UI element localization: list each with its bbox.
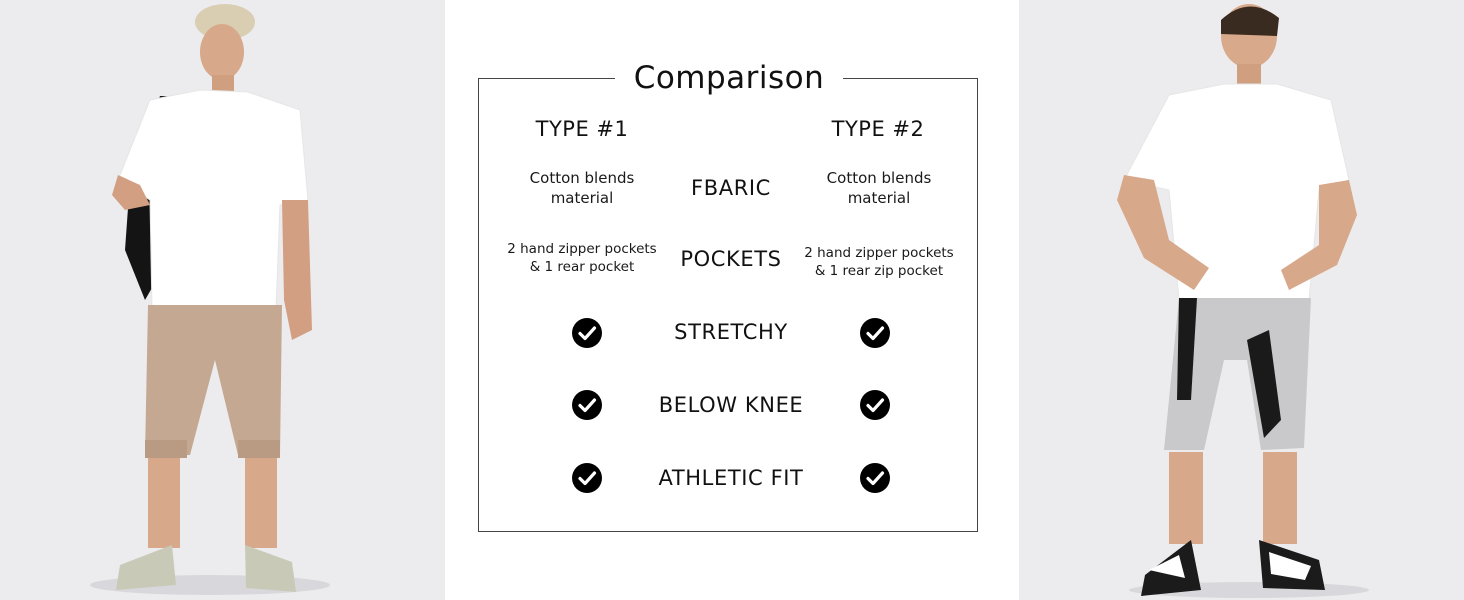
comparison-frame	[478, 78, 978, 532]
column-header-type2: TYPE #2	[831, 117, 925, 141]
column-header-type1: TYPE #1	[535, 117, 629, 141]
fabric-type2-line2: material	[847, 189, 911, 207]
check-icon	[572, 318, 602, 348]
pockets-type2-line1: 2 hand zipper pockets	[804, 245, 954, 261]
fabric-type2-line1: Cotton blends	[826, 169, 932, 187]
feature-athletic-fit: ATHLETIC FIT	[658, 466, 804, 490]
check-icon	[860, 390, 890, 420]
feature-fabric: FBARIC	[691, 176, 771, 200]
model-type2-illustration	[1019, 0, 1464, 600]
check-icon	[572, 463, 602, 493]
model-type1-illustration	[0, 0, 445, 600]
fabric-type2	[789, 168, 969, 208]
fabric-type1-line1: Cotton blends	[529, 169, 635, 187]
fabric-type1-line2: material	[550, 189, 614, 207]
feature-below-knee: BELOW KNEE	[658, 393, 804, 417]
pockets-type1-line1: 2 hand zipper pockets	[507, 241, 657, 257]
check-icon	[572, 390, 602, 420]
right-model-photo	[1019, 0, 1464, 600]
left-model-photo	[0, 0, 445, 600]
pockets-type2-line2: & 1 rear zip pocket	[814, 263, 944, 279]
comparison-title: Comparison	[615, 58, 843, 98]
pockets-type2	[789, 244, 969, 280]
check-icon	[860, 318, 890, 348]
pockets-type1-line2: & 1 rear pocket	[529, 259, 635, 275]
feature-stretchy: STRETCHY	[674, 320, 788, 344]
feature-pockets: POCKETS	[680, 247, 782, 271]
check-icon	[860, 463, 890, 493]
